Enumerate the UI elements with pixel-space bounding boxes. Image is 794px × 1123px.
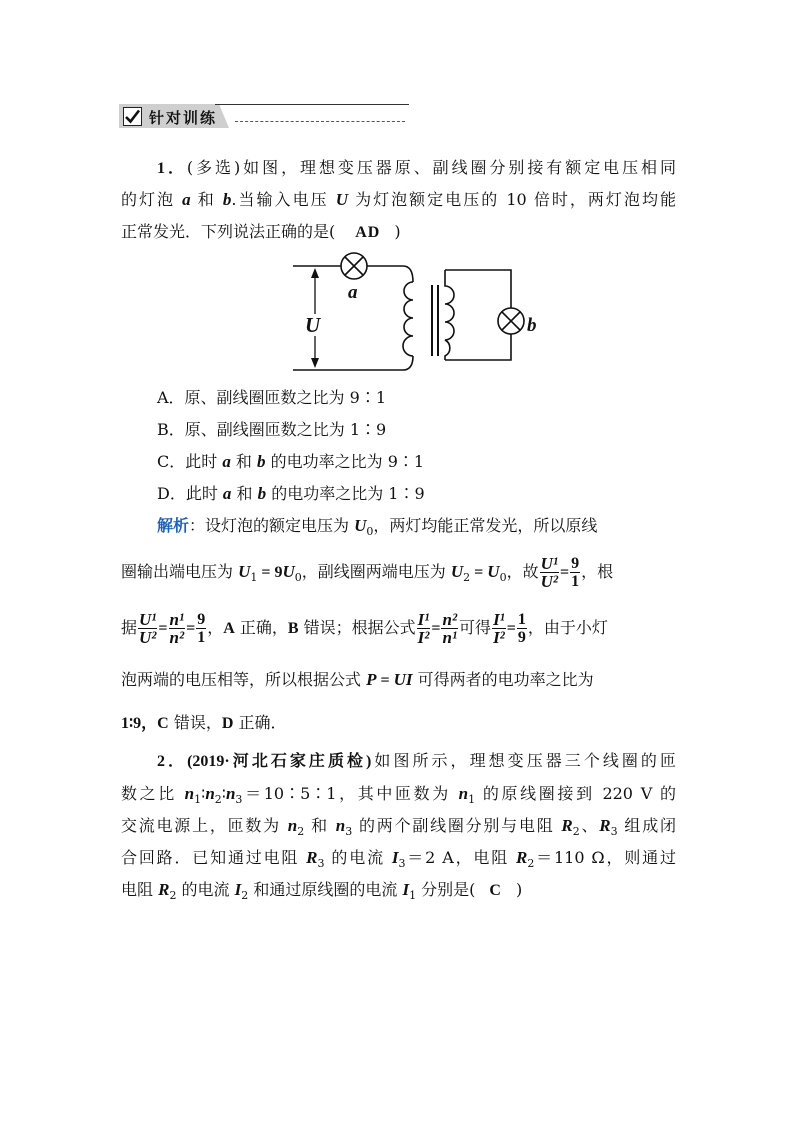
checkbox-icon: [123, 107, 142, 126]
ratio-9-1-b: $\frac{9}{1}$: [197, 611, 206, 646]
header-dashed-rule: [235, 121, 405, 122]
q1-option-a: A．原、副线圈匝数之比为 9∶1: [157, 388, 387, 407]
secondary-top-wire: [445, 270, 511, 308]
ratio-n2-n1: $\frac{\text{n²}}{\text{n¹}}$: [442, 610, 458, 647]
lamp-a-icon: [341, 253, 367, 279]
ratio-i1-i2: $\frac{\text{I¹}}{\text{I²}}$: [417, 610, 430, 647]
q1-answer: AD: [355, 224, 381, 241]
ratio-1-9: $\frac{1}{9}$: [517, 611, 526, 646]
solution-line-4: 泡两端的电压相等，所以根据公式 P = UI 可得两者的电功率之比为: [121, 670, 594, 689]
solution-line-2: 圈输出端电压为 $U_1 = 9U_0$，副线圈两端电压为 $U_2 = U_0$，故 $\frac{\text{U¹}}{\text{U²}}$ = $\frac{9}{1}$ ，根: [121, 554, 614, 591]
ratio-9-1: $\frac{9}{1}$: [571, 555, 580, 590]
voltage-label: U: [305, 313, 321, 337]
ratio-u1-u2-b: $\frac{\text{U¹}}{\text{U²}}$: [139, 610, 157, 647]
q1-line-2: 的灯泡 a 和 b.当输入电压 U 为灯泡额定电压的 10 倍时，两灯泡均能: [121, 190, 676, 209]
solution-label: 解析: [157, 516, 190, 535]
solution-line-1: 解析：设灯泡的额定电压为 $U_0$，两灯均能正常发光，所以原线: [157, 516, 598, 538]
header-rule: [215, 104, 409, 105]
q2-line-1: 2．(2019·河北石家庄质检)如图所示，理想变压器三个线圈的匝: [157, 751, 676, 770]
lamp-a-label: a: [348, 282, 358, 303]
checkmark-icon: [124, 108, 141, 125]
q1-option-c: C．此时 a 和 b 的电功率之比为 9∶1: [157, 452, 425, 471]
transformer-circuit-diagram: [285, 252, 550, 377]
solution-line-3: 据 $\frac{\text{U¹}}{\text{U²}}$ = $\frac{\text{n¹}}{\text{n²}}$ = $\frac{9}{1}$ ，A 正确，B 错误；根据公式 $\frac{\text{I¹}}{\text{I²}}$ = $\frac{\text{n²}}{\text{n¹}}$ 可得 $\frac{\text{I¹}}{\text{I²}}$ = $\frac{1}{9}$ ，由于小灯: [121, 610, 608, 647]
q2-line-2: 数之比 $n_1∶n_2∶n_3=10∶5∶1$，其中匝数为 $n_1$ 的原线圈接到 220 V 的: [121, 784, 676, 806]
q2-line-4: 合回路．已知通过电阻 $R_3$ 的电流 $I_3=2$ A，电阻 $R_2=110$ Ω，则通过: [121, 848, 676, 870]
lamp-b-label: b: [527, 315, 537, 336]
q1-option-d: D．此时 a 和 b 的电功率之比为 1∶9: [157, 484, 425, 503]
primary-top-right-wire: [367, 266, 413, 282]
ratio-i1-i2-b: $\frac{\text{I¹}}{\text{I²}}$: [493, 610, 505, 647]
section-title: 针对训练: [149, 109, 218, 127]
section-header: [119, 104, 409, 130]
ratio-n1-n2: $\frac{\text{n¹}}{\text{n²}}$: [169, 610, 185, 647]
secondary-bottom-wire: [445, 334, 511, 360]
q2-line-5: 电阻 $R_2$ 的电流 $I_2$ 和通过原线圈的电流 $I_1$ 分别是( C ): [121, 880, 523, 902]
primary-bottom-wire: [293, 356, 413, 370]
primary-coil-icon: [403, 282, 413, 356]
q2-line-3: 交流电源上，匝数为 $n_2$ 和 $n_3$ 的两个副线圈分别与电阻 $R_2$、$R_3$ 组成闭: [121, 816, 676, 838]
iron-core: [432, 285, 438, 356]
q2-answer: C: [489, 882, 502, 899]
ratio-u1-u2: $\frac{\text{U¹}}{\text{U²}}$: [540, 554, 558, 591]
lamp-b-icon: [498, 308, 524, 334]
secondary-coil-icon: [445, 270, 454, 360]
q1-line-3: 正常发光．下列说法正确的是( AD ): [121, 222, 401, 241]
q1-option-b: B．原、副线圈匝数之比为 1∶9: [157, 420, 387, 439]
q1-line-1: 1．(多选)如图，理想变压器原、副线圈分别接有额定电压相同: [157, 158, 676, 177]
solution-line-5: 1∶9，C 错误，D 正确．: [121, 713, 287, 732]
